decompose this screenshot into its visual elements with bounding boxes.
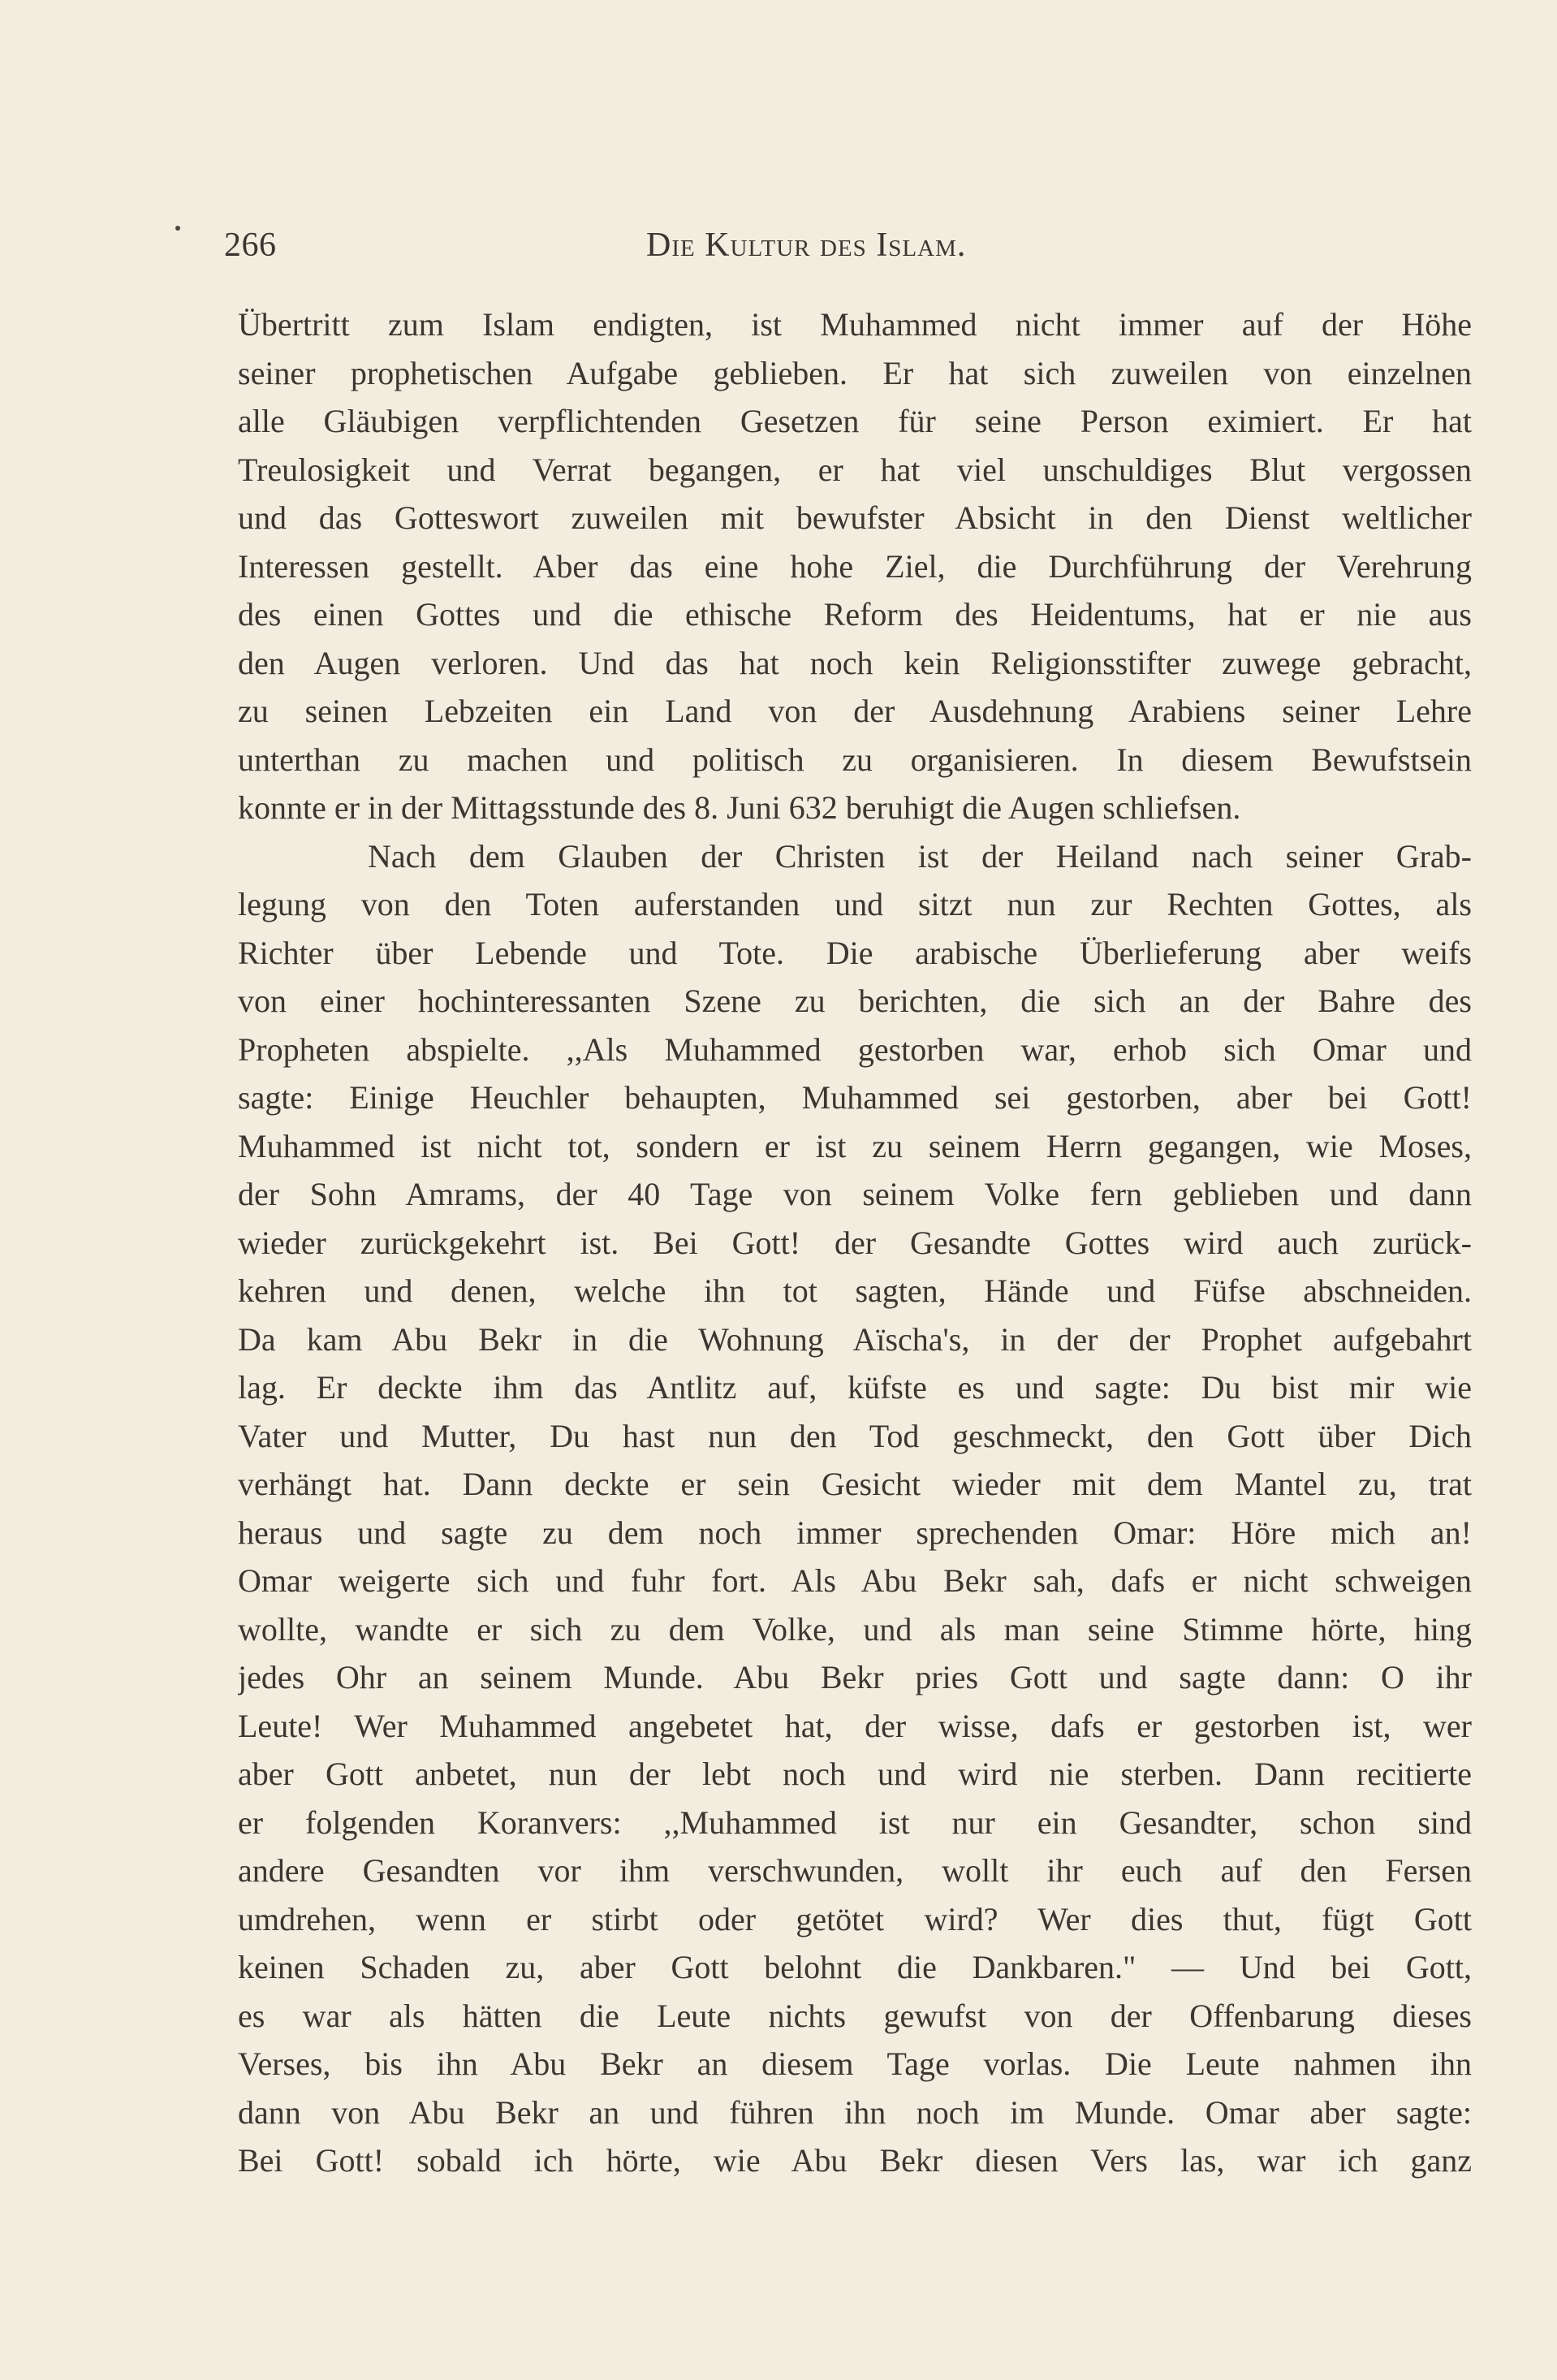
text-line: aber Gott anbetet, nun der lebt noch und wird nie sterben. Dann recitierte <box>238 1756 1472 1792</box>
paragraph-start-line: Nach dem Glauben der Christen ist der Heiland nach seiner Grab- <box>368 837 1472 875</box>
text-line: lag. Er deckte ihm das Antlitz auf, küfste es und sagte: Du bist mir wie <box>238 1369 1472 1406</box>
text-line: Übertritt zum Islam endigten, ist Muhammed nicht immer auf der Höhe <box>238 306 1472 343</box>
text-line: Propheten abspielte. ,,Als Muhammed gestorben war, erhob sich Omar und <box>238 1030 1472 1068</box>
text-line: Interessen gestellt. Aber das eine hohe Ziel, die Durchführung der Verehrung <box>238 547 1472 585</box>
text-line: Leute! Wer Muhammed angebetet hat, der wisse, dafs er gestorben ist, wer <box>238 1707 1472 1744</box>
text-line: umdrehen, wenn er stirbt oder getötet wird? Wer dies thut, fügt Gott <box>238 1900 1472 1937</box>
page-header <box>224 221 1474 270</box>
text-line: er folgenden Koranvers: ,,Muhammed ist nur ein Gesandter, schon sind <box>238 1803 1472 1841</box>
text-line: dann von Abu Bekr an und führen ihn noch im Munde. Omar aber sagte: <box>238 2093 1472 2131</box>
text-line: Da kam Abu Bekr in die Wohnung Aïscha's, in der der Prophet aufgebahrt <box>238 1320 1472 1358</box>
text-line: von einer hochinteressanten Szene zu berichten, die sich an der Bahre des <box>238 983 1472 1019</box>
text-line: wollte, wandte er sich zu dem Volke, und als man seine Stimme hörte, hing <box>238 1610 1472 1648</box>
page-number: 266 <box>224 227 277 264</box>
text-line: sagte: Einige Heuchler behaupten, Muhammed sei gestorben, aber bei Gott! <box>238 1079 1472 1116</box>
text-line: des einen Gottes und die ethische Reform des Heidentums, hat er nie aus <box>238 596 1472 633</box>
text-line: und das Gotteswort zuweilen mit bewufster Absicht in den Dienst weltlicher <box>238 499 1472 536</box>
text-line: verhängt hat. Dann deckte er sein Gesicht wieder mit dem Mantel zu, trat <box>238 1466 1472 1502</box>
text-line: heraus und sagte zu dem noch immer sprechenden Omar: Höre mich an! <box>238 1514 1472 1551</box>
text-line: Treulosigkeit und Verrat begangen, er hat viel unschuldiges Blut vergossen <box>238 451 1472 488</box>
text-line: seiner prophetischen Aufgabe geblieben. Er hat sich zuweilen von einzelnen <box>238 354 1472 391</box>
text-line: legung von den Toten auferstanden und sitzt nun zur Rechten Gottes, als <box>238 886 1472 922</box>
text-line: wieder zurückgekehrt ist. Bei Gott! der Gesandte Gottes wird auch zurück- <box>238 1224 1472 1261</box>
text-line: Muhammed ist nicht tot, sondern er ist zu seinem Herrn gegangen, wie Moses, <box>238 1127 1472 1164</box>
text-line: jedes Ohr an seinem Munde. Abu Bekr pries Gott und sagte dann: O ihr <box>238 1659 1472 1695</box>
text-line: andere Gesandten vor ihm verschwunden, wollt ihr euch auf den Fersen <box>238 1852 1472 1889</box>
text-line: konnte er in der Mittagsstunde des 8. Juni 632 beruhigt die Augen schliefsen. <box>238 789 1241 826</box>
text-line: es war als hätten die Leute nichts gewufst von der Offenbarung dieses <box>238 1997 1472 2034</box>
text-line: Verses, bis ihn Abu Bekr an diesem Tage vorlas. Die Leute nahmen ihn <box>238 2045 1472 2082</box>
running-title: Die Kultur des Islam. <box>646 227 967 264</box>
text-line: Bei Gott! sobald ich hörte, wie Abu Bekr diesen Vers las, war ich ganz <box>238 2142 1472 2179</box>
text-line: zu seinen Lebzeiten ein Land von der Ausdehnung Arabiens seiner Lehre <box>238 693 1472 729</box>
text-line: Richter über Lebende und Tote. Die arabische Überlieferung aber weifs <box>238 934 1472 971</box>
margin-mark <box>175 226 180 231</box>
text-line: der Sohn Amrams, der 40 Tage von seinem Volke fern geblieben und dann <box>238 1176 1472 1212</box>
text-line: den Augen verloren. Und das hat noch kein Religionsstifter zuwege gebracht, <box>238 644 1472 681</box>
text-line: Vater und Mutter, Du hast nun den Tod geschmeckt, den Gott über Dich <box>238 1417 1472 1454</box>
text-line: unterthan zu machen und politisch zu organisieren. In diesem Bewufstsein <box>238 741 1472 778</box>
text-line: alle Gläubigen verpflichtenden Gesetzen für seine Person eximiert. Er hat <box>238 403 1472 439</box>
text-line: Omar weigerte sich und fuhr fort. Als Abu Bekr sah, dafs er nicht schweigen <box>238 1562 1472 1599</box>
body-text <box>238 300 1472 2185</box>
text-line: keinen Schaden zu, aber Gott belohnt die Dankbaren." — Und bei Gott, <box>238 1949 1472 1985</box>
text-line: kehren und denen, welche ihn tot sagten, Hände und Füfse abschneiden. <box>238 1272 1472 1309</box>
